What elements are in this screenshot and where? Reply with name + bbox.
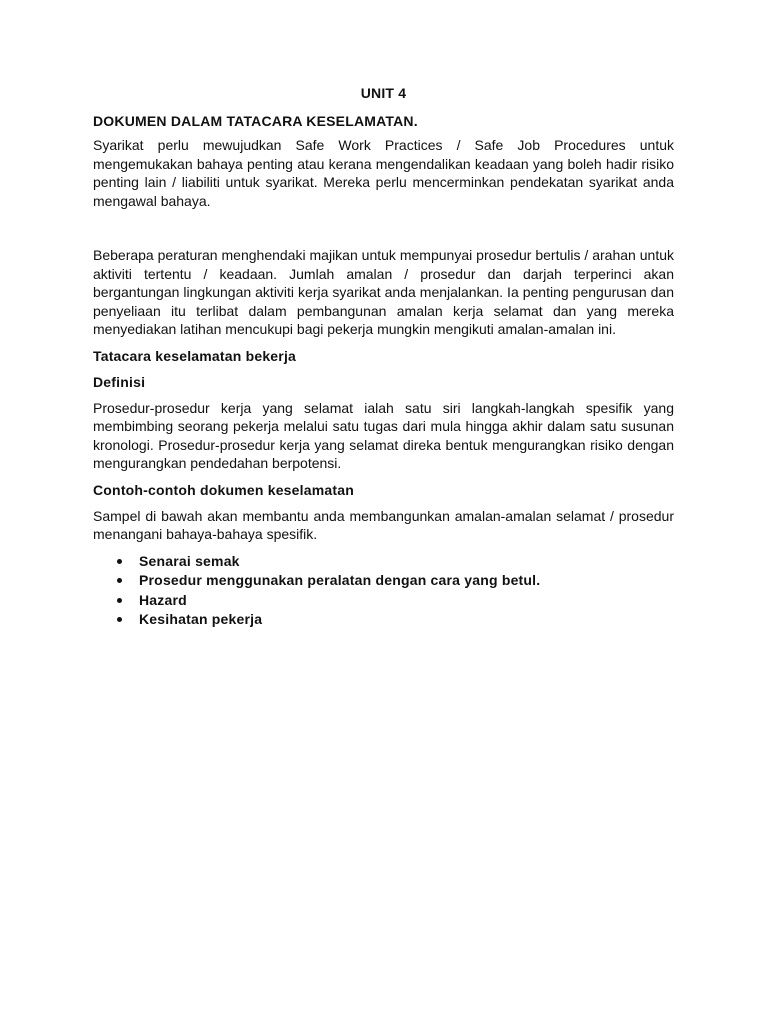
list-item-label: Kesihatan pekerja [139,611,263,627]
document-heading: DOKUMEN DALAM TATACARA KESELAMATAN. [93,113,418,129]
unit-title: UNIT 4 [360,85,407,101]
section-heading-definition: Definisi [93,373,146,390]
bullet-dot-icon [117,598,122,603]
list-item [93,610,674,630]
list-item-label: Hazard [139,591,187,608]
section-heading-safety-procedure: Tatacara keselamatan bekerja [93,347,297,364]
section-heading-examples: Contoh-contoh dokumen keselamatan [93,481,354,498]
bullet-list [93,552,674,630]
document-page [93,84,674,630]
bullet-dot-icon [117,578,122,583]
definition-paragraph: Prosedur-prosedur kerja yang selamat ialah satu siri langkah-langkah spesifik yang membimbing seorang pekerja melalui satu tugas dari mula hingga akhir dalam satu susunan kronologi. Prosedur-prosedur kerja yang selamat direka bentuk mengurangkan risiko dengan mengurangkan pendedahan berpotensi. [93,399,674,471]
list-item-label: Prosedur menggunakan peralatan dengan cara yang betul. [139,572,541,588]
regulation-paragraph: Beberapa peraturan menghendaki majikan untuk mempunyai prosedur bertulis / arahan untuk aktiviti tertentu / keadaan. Jumlah amalan / prosedur dan darjah terperinci akan bergantungan lingkungan aktiviti kerja syarikat anda menjalankan. Ia penting pengurusan dan penyeliaan itu terlibat dalam pembangunan amalan kerja selamat dan yang mereka menyediakan latihan mencukupi bagi pekerja mungkin mengikuti amalan-amalan ini. [93,247,674,337]
intro-paragraph: Syarikat perlu mewujudkan Safe Work Practices / Safe Job Procedures untuk mengemukakan bahaya penting atau kerana mengendalikan keadaan yang boleh hadir risiko penting lain / liabiliti untuk syarikat. Mereka perlu mencerminkan pendekatan syarikat anda mengawal bahaya. [93,137,674,209]
bullet-dot-icon [117,559,122,564]
list-item [93,591,674,611]
bullet-dot-icon [117,617,122,622]
list-item [93,552,674,572]
list-item [93,571,674,591]
examples-paragraph: Sampel di bawah akan membantu anda membangunkan amalan-amalan selamat / prosedur menangani bahaya-bahaya spesifik. [93,507,674,542]
list-item-label: Senarai semak [139,552,240,569]
